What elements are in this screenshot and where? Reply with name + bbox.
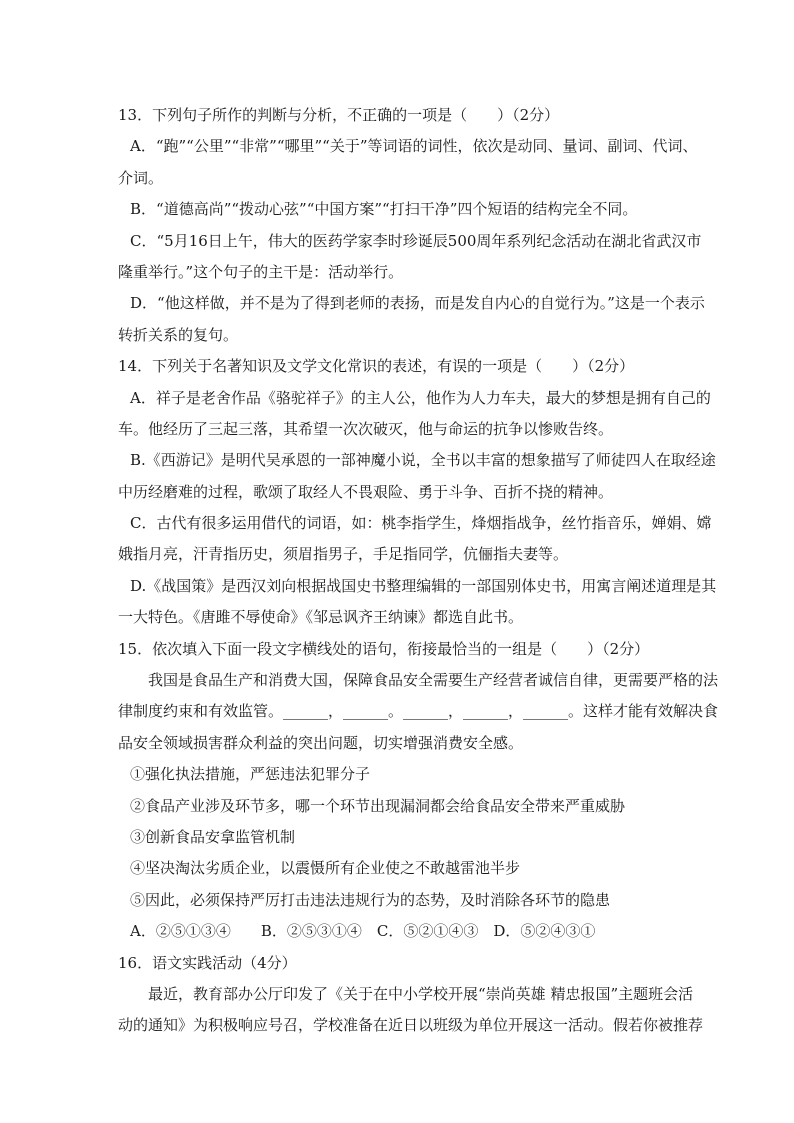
question-14-option-a: A．祥子是老舍作品《骆驼祥子》的主人公，他作为人力车夫，最大的梦想是拥有自己的 <box>130 388 711 407</box>
document-content <box>118 100 719 1042</box>
question-13-option-c-cont: 隆重举行。”这个句子的主干是：活动举行。 <box>118 262 404 281</box>
question-14-option-a-cont: 车。他经历了三起三落，其希望一次次破灭，他与命运的抗争以惨败告终。 <box>118 419 614 438</box>
question-15-item-3: ③创新食品安拿监管机制 <box>130 827 296 846</box>
question-14-option-d: D.《战国策》是西汉刘向根据战国史书整理编辑的一部国别体史书，用寓言阐述道理是其 <box>130 576 717 595</box>
question-13-option-d-cont: 转折关系的复句。 <box>118 325 239 344</box>
question-15-item-1: ①强化执法措施，严惩违法犯罪分子 <box>130 765 371 784</box>
question-14-option-c: C．古代有很多运用借代的词语，如：桃李指学生，烽烟指战争，丝竹指音乐，婵娟、嫦 <box>130 514 712 533</box>
question-15-stem: 15．依次填入下面一段文字横线处的语句，衔接最恰当的一组是（ ）（2分） <box>118 639 650 658</box>
question-13-option-a: A．“跑”“公里”“非常”“哪里”“关于”等词语的词性，依次是动同、量词、副词、代词、 <box>130 137 698 156</box>
question-15-paragraph-line-1: 我国是食品生产和消费大国，保障食品安全需要生产经营者诚信自律，更需要严格的法 <box>148 671 719 690</box>
question-15-paragraph-line-2: 律制度约束和有效监管。______，______。______，______，______。这样才能有效解决食 <box>118 702 719 721</box>
question-13-option-d: D．“他这样做，并不是为了得到老师的表扬，而是发自内心的自觉行为。”这是一个表示 <box>130 294 705 313</box>
question-15-item-5: ⑤因此，必须保持严厉打击违法违规行为的态势，及时消除各环节的隐患 <box>130 890 611 909</box>
question-16-stem: 16．语文实践活动（4分） <box>118 953 297 972</box>
question-14-option-c-cont: 娥指月亮，汗青指历史，须眉指男子，手足指同学，伉俪指夫妻等。 <box>118 545 569 564</box>
question-13-option-b: B．“道德高尚”“拨动心弦”“中国方案”“打扫干净”四个短语的结构完全不同。 <box>130 200 638 219</box>
question-14-stem: 14．下列关于名著知识及文学文化常识的表述，有误的一项是（ ）（2分） <box>118 357 635 376</box>
question-15-paragraph-line-3: 品安全领域损害群众利益的突出问题，切实增强消费安全感。 <box>118 733 524 752</box>
question-15-item-2: ②食品产业涉及环节多，哪一个环节出现漏洞都会给食品安全带来严重威胁 <box>130 796 626 815</box>
question-15-options: A．②⑤①③④ B．②⑤③①④ C．⑤②①④③ D．⑤②④③① <box>130 922 596 941</box>
question-13-option-c: C．“5月16日上午，伟大的医药学家李时珍诞辰500周年系列纪念活动在湖北省武汉市 <box>130 231 702 250</box>
question-13-stem: 13．下列句子所作的判断与分析，不正确的一项是（ ）（2分） <box>118 106 560 124</box>
question-15-item-4: ④坚决淘汰劣质企业，以震慑所有企业使之不敢越雷池半步 <box>130 859 521 878</box>
question-14-option-b-cont: 中历经磨难的过程，歌颂了取经人不畏艰险、勇于斗争、百折不挠的精神。 <box>118 482 614 501</box>
question-16-paragraph-line-2: 动的通知》为积极响应号召，学校准备在近日以班级为单位开展这一活动。假若你被推荐 <box>118 1016 704 1035</box>
question-13-option-a-cont: 介词。 <box>118 168 164 187</box>
question-16-paragraph-line-1: 最近，教育部办公厅印发了《关于在中小学校开展“崇尚英雄 精忠报国”主题班会活 <box>148 984 694 1003</box>
question-14-option-d-cont: 一大特色。《唐雎不辱使命》《邹忌讽齐王纳谏》都选自此书。 <box>118 608 524 627</box>
question-14-option-b: B.《西游记》是明代吴承恩的一部神魔小说，全书以丰富的想象描写了师徒四人在取经途 <box>130 451 716 470</box>
